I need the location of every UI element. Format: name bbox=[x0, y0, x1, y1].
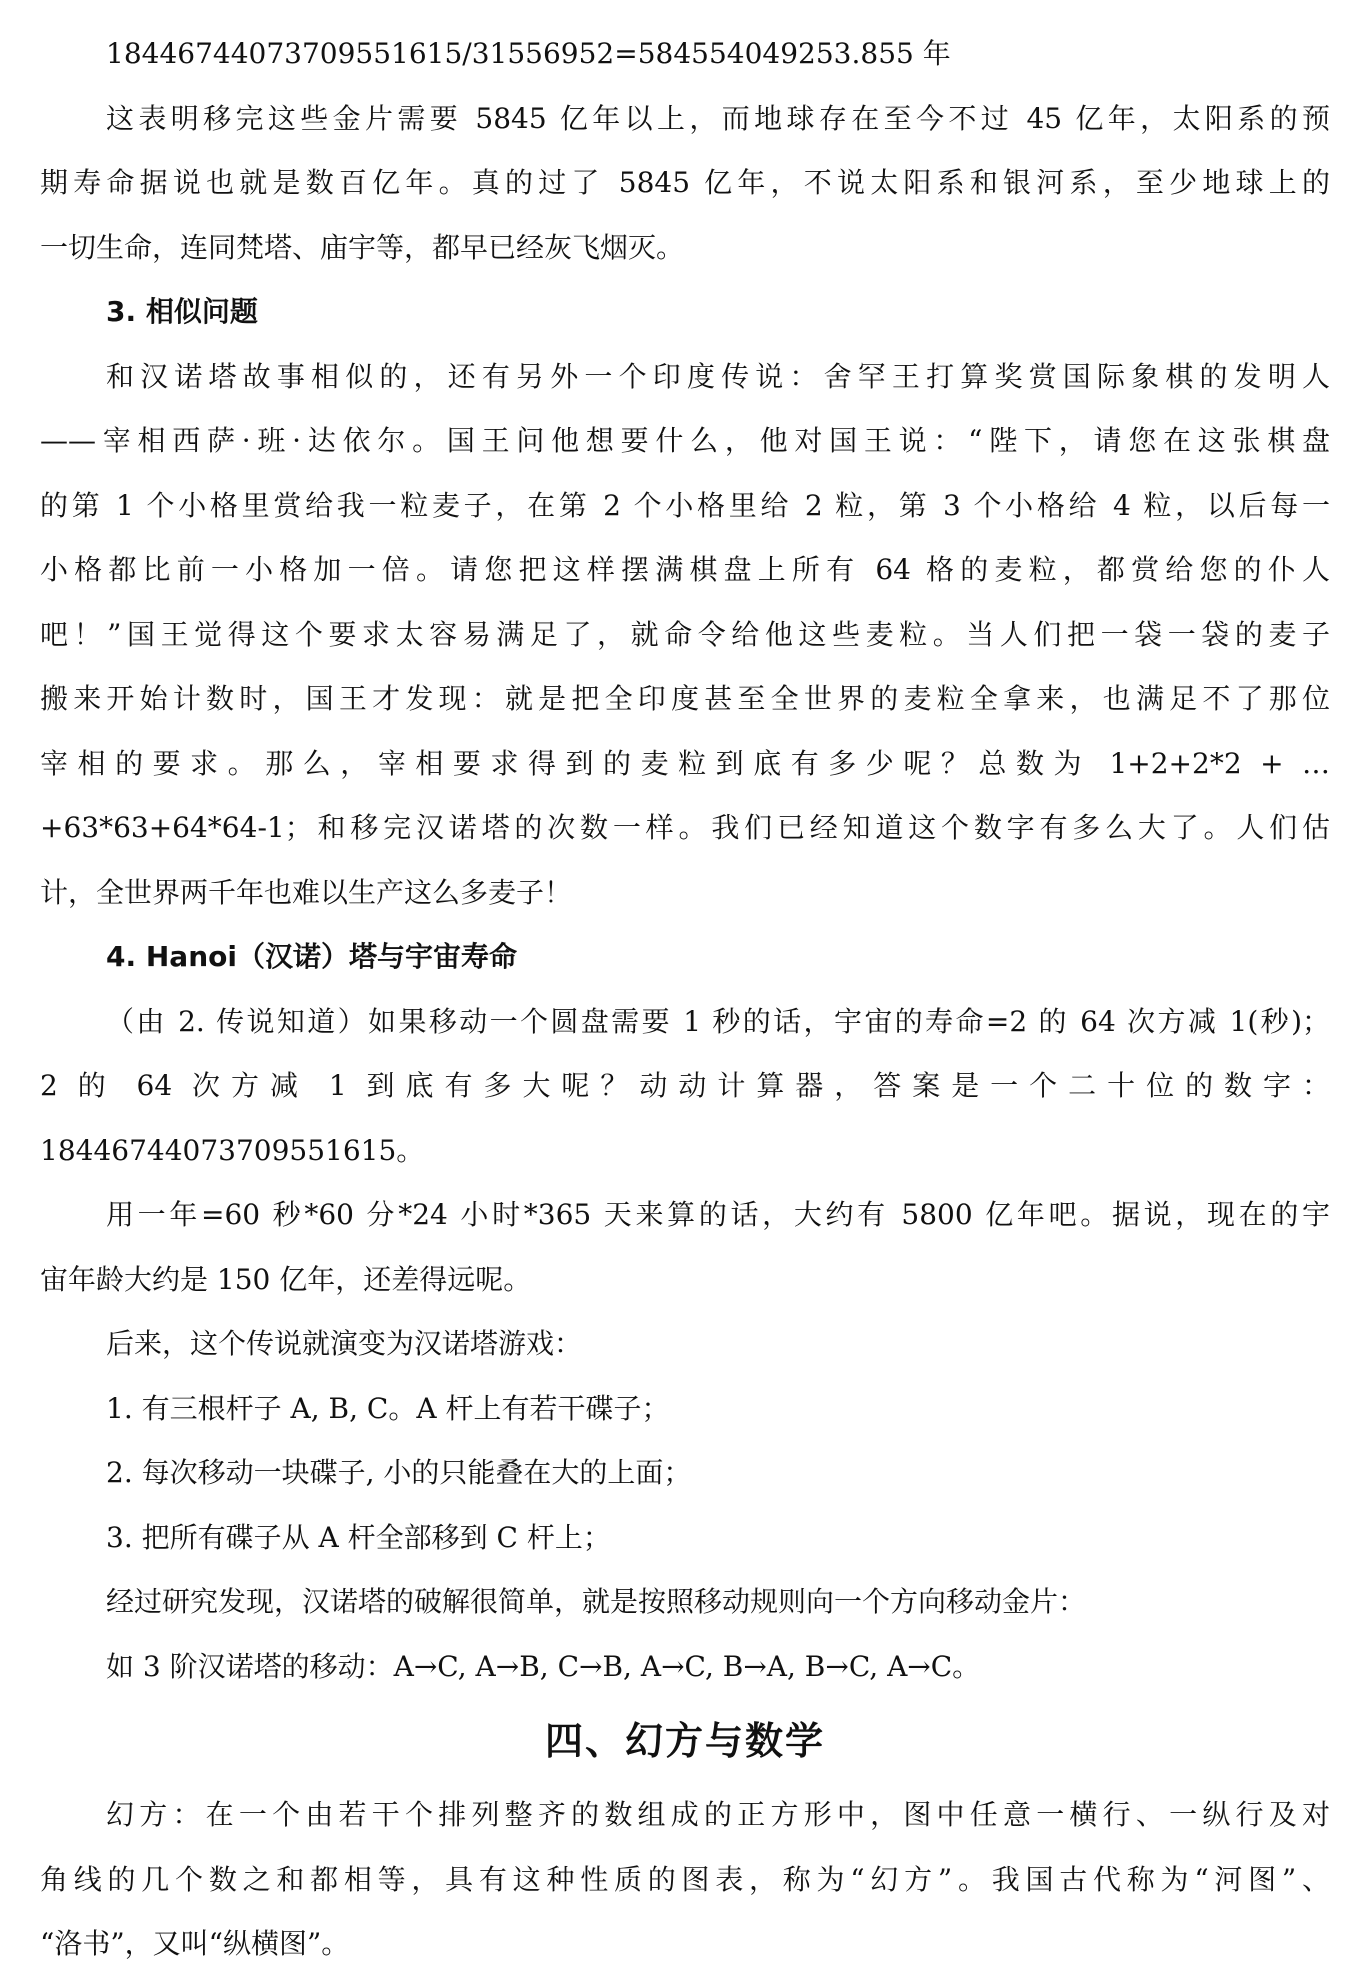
paragraph-year-calc bbox=[40, 1183, 1330, 1312]
document-page bbox=[40, 22, 1330, 1977]
text-line: 角线的几个数之和都相等，具有这种性质的图表，称为“幻方”。我国古代称为“河图”、 bbox=[40, 1862, 1330, 1896]
text-line: 吧！”国王觉得这个要求太容易满足了，就命令给他这些麦粒。当人们把一袋一袋的麦子 bbox=[40, 617, 1330, 651]
text-line: 用一年=60 秒*60 分*24 小时*365 天来算的话，大约有 5800 亿年吧。据说，现在的宇 bbox=[106, 1198, 1330, 1231]
text-line: 一切生命，连同梵塔、庙宇等，都早已经灰飞烟灭。 bbox=[40, 230, 685, 264]
rules-list bbox=[40, 1377, 1330, 1571]
heading-hanoi-universe: 4. Hanoi（汉诺）塔与宇宙寿命 bbox=[106, 940, 517, 973]
paragraph-game-intro: 后来，这个传说就演变为汉诺塔游戏： bbox=[106, 1327, 583, 1360]
paragraph-time-estimate bbox=[40, 87, 1330, 281]
rule-item: 3. 把所有碟子从 A 杆全部移到 C 杆上； bbox=[106, 1520, 611, 1554]
text-line: 搬来开始计数时，国王才发现：就是把全印度甚至全世界的麦粒全拿来，也满足不了那位 bbox=[40, 682, 1330, 715]
text-line: +63*63+64*64-1；和移完汉诺塔的次数一样。我们已经知道这个数字有多么大了。人们估 bbox=[40, 811, 1330, 844]
paragraph-solution: 经过研究发现，汉诺塔的破解很简单，就是按照移动规则向一个方向移动金片： bbox=[106, 1585, 1087, 1618]
text-line: 2 的 64 次方减 1 到底有多大呢？动动计算器，答案是一个二十位的数字： bbox=[40, 1069, 1330, 1102]
rule-item: 2. 每次移动一块碟子, 小的只能叠在大的上面； bbox=[106, 1456, 692, 1489]
paragraph-magic-square bbox=[40, 1783, 1330, 1977]
text-line: 期寿命据说也就是数百亿年。真的过了 5845 亿年，不说太阳系和银河系，至少地球上的 bbox=[40, 166, 1330, 199]
paragraph-universe-lifetime bbox=[40, 990, 1330, 1184]
paragraph-moves-example: 如 3 阶汉诺塔的移动：A→C, A→B, C→B, A→C, B→A, B→C, A→C。 bbox=[106, 1649, 981, 1683]
calc-line: 18446744073709551615/31556952=584554049253.855 年 bbox=[106, 37, 951, 70]
text-line: 小格都比前一小格加一倍。请您把这样摆满棋盘上所有 64 格的麦粒，都赏给您的仆人 bbox=[40, 553, 1330, 586]
text-line: 幻方：在一个由若干个排列整齐的数组成的正方形中，图中任意一横行、一纵行及对 bbox=[106, 1798, 1330, 1831]
text-line: （由 2. 传说知道）如果移动一个圆盘需要 1 秒的话，宇宙的寿命=2 的 64 次方减 1(秒)； bbox=[106, 1004, 1330, 1038]
text-line: 计，全世界两千年也难以生产这么多麦子！ bbox=[40, 875, 573, 909]
text-line: 宙年龄大约是 150 亿年，还差得远呢。 bbox=[40, 1262, 532, 1296]
text-line: “洛书”，又叫“纵横图”。 bbox=[40, 1927, 350, 1960]
text-line: 宰相的要求。那么，宰相要求得到的麦粒到底有多少呢？总数为 1+2+2*2 + … bbox=[40, 746, 1330, 780]
text-line: 的第 1 个小格里赏给我一粒麦子，在第 2 个小格里给 2 粒，第 3 个小格给 4 粒，以后每一 bbox=[40, 488, 1330, 522]
paragraph-chess-legend bbox=[40, 345, 1330, 926]
heading-similar-problems: 3. 相似问题 bbox=[106, 295, 258, 328]
text-line: 18446744073709551615。 bbox=[40, 1133, 425, 1167]
text-line: 这表明移完这些金片需要 5845 亿年以上，而地球存在至今不过 45 亿年，太阳系的预 bbox=[106, 101, 1330, 135]
text-line: 和汉诺塔故事相似的，还有另外一个印度传说：舍罕王打算奖赏国际象棋的发明人 bbox=[106, 359, 1330, 393]
section-title: 四、幻方与数学 bbox=[544, 1719, 825, 1763]
text-line: ——宰相西萨·班·达依尔。国王问他想要什么，他对国王说：“陛下，请您在这张棋盘 bbox=[40, 424, 1330, 457]
rule-item: 1. 有三根杆子 A, B, C。A 杆上有若干碟子； bbox=[106, 1391, 670, 1425]
